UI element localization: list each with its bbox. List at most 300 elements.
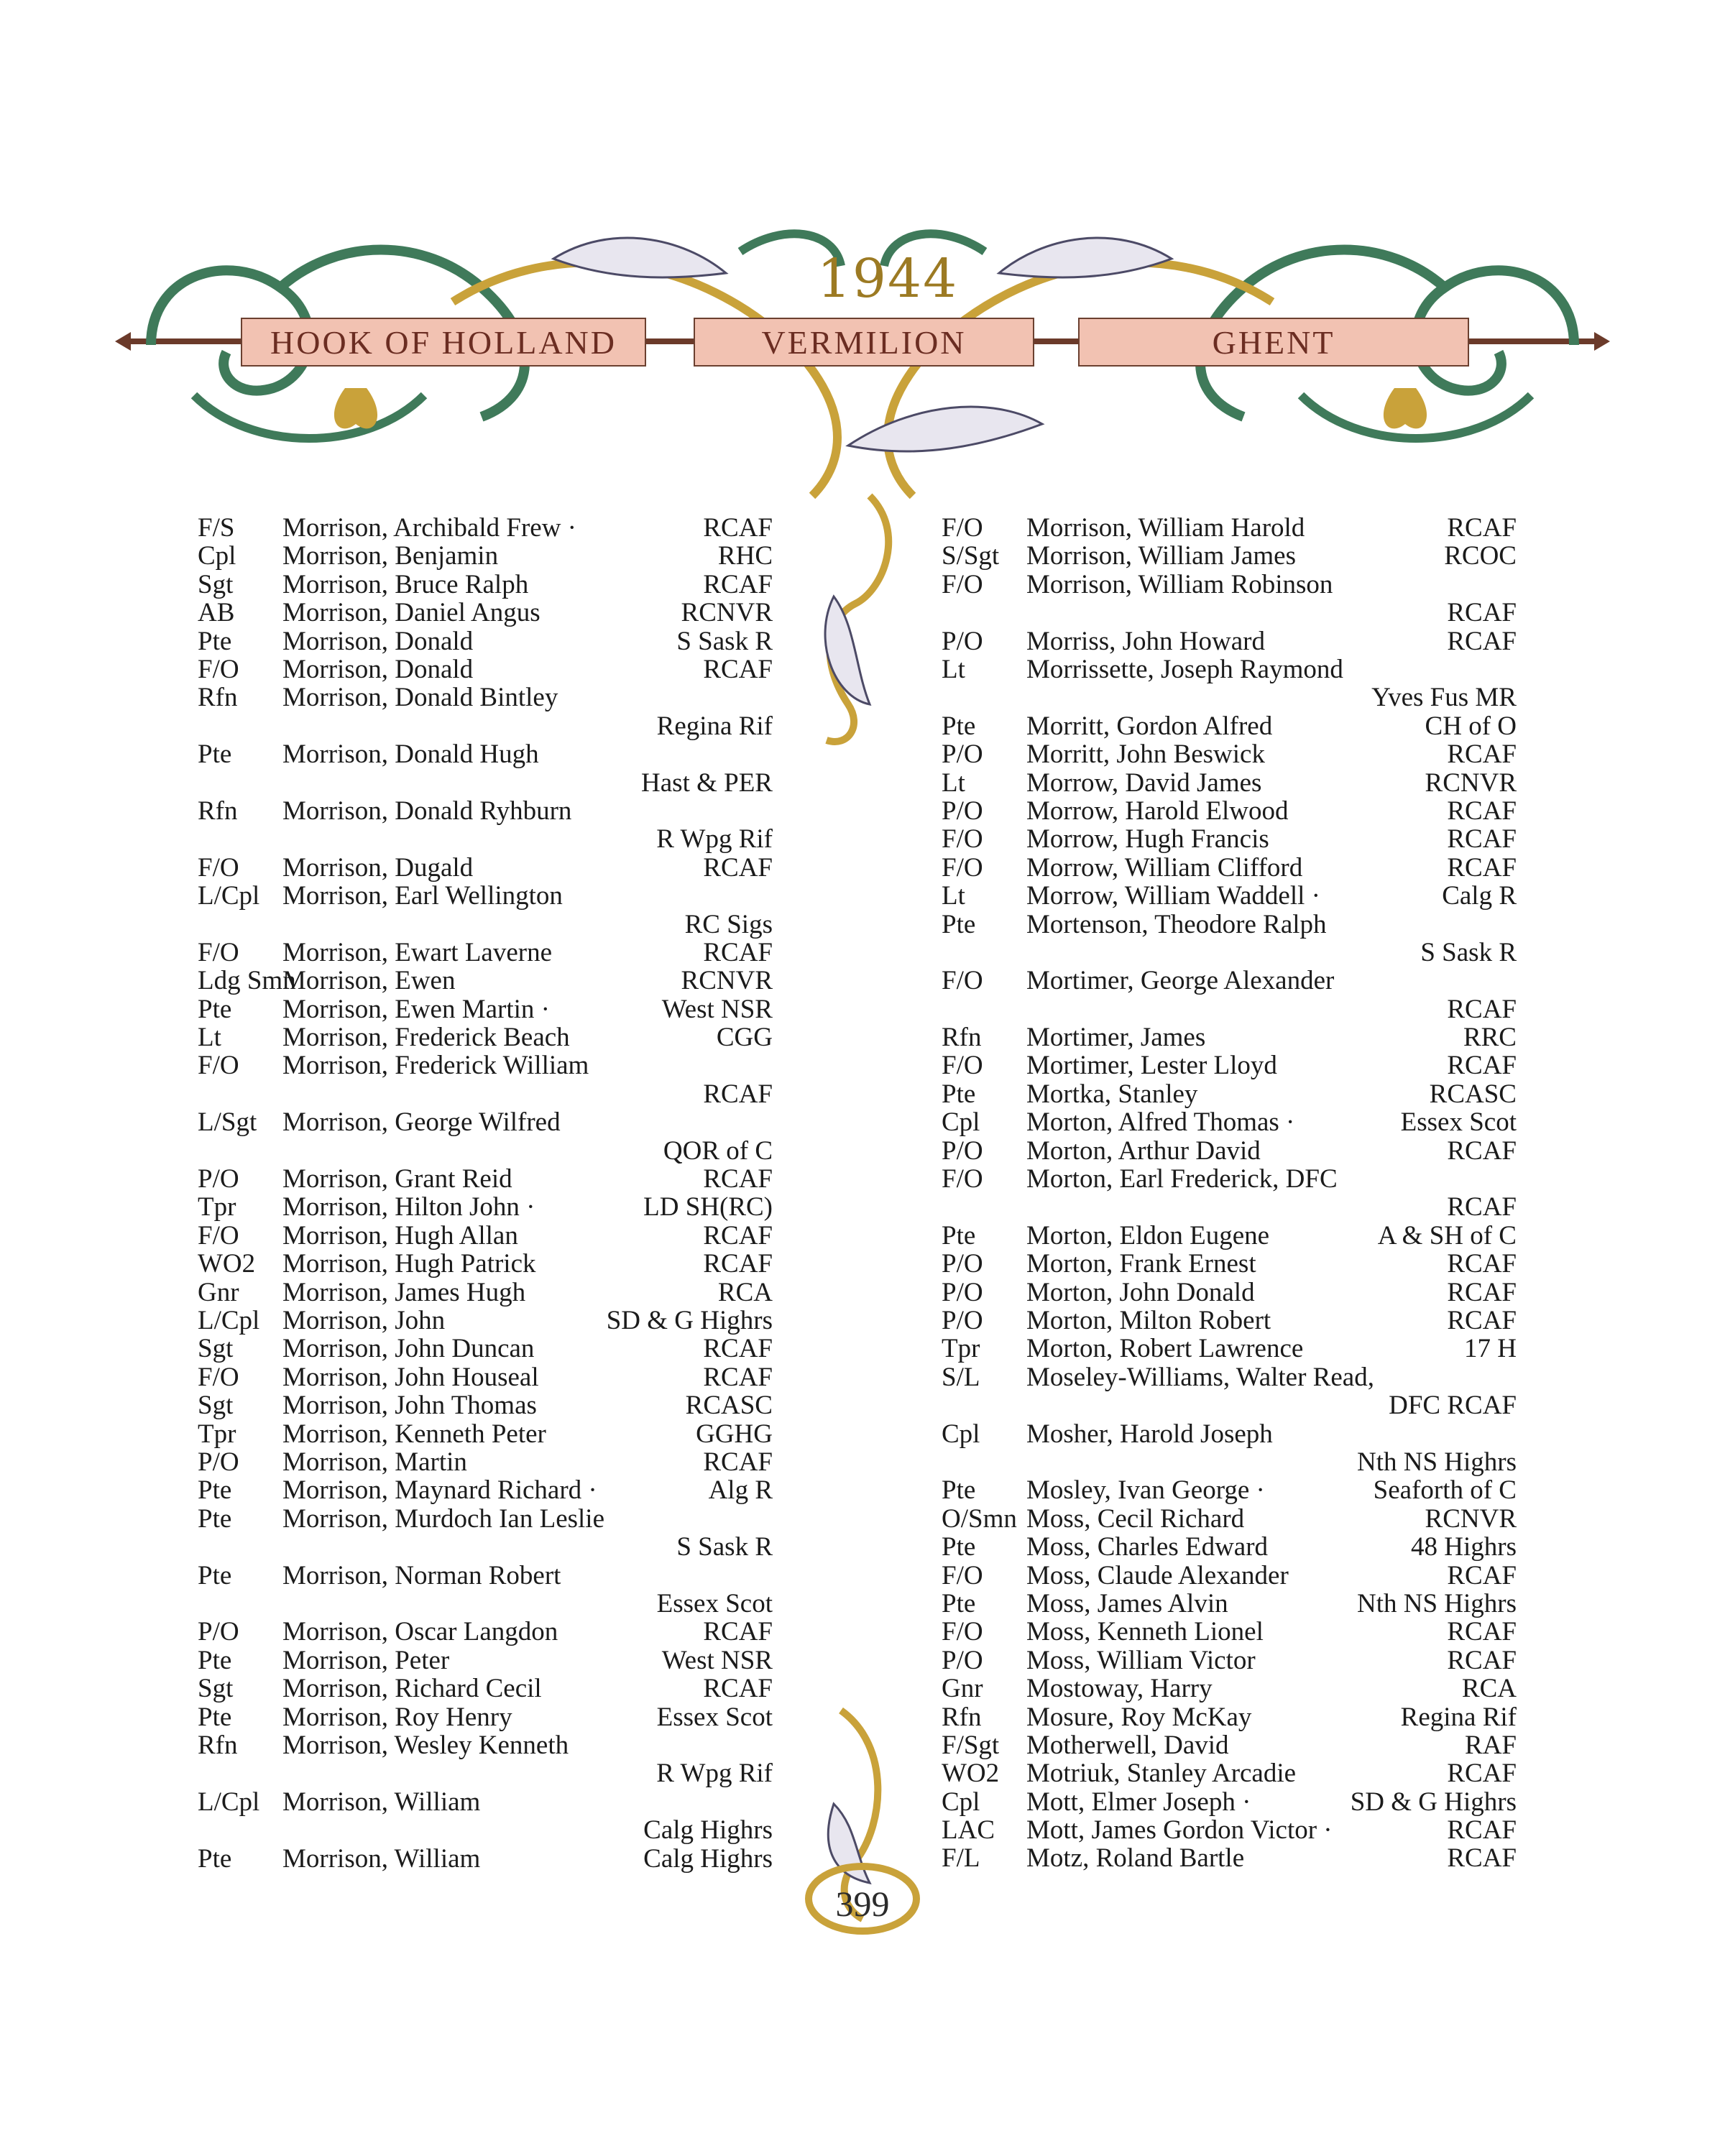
entry-rank: P/O [942, 1277, 983, 1307]
roll-entry [942, 1590, 1517, 1618]
entry-name: Morrison, John [282, 1306, 446, 1336]
entry-unit: RCAF [1447, 1617, 1517, 1647]
roll-entry [198, 542, 773, 570]
entry-name: Morrison, George Wilfred [282, 1107, 561, 1138]
entry-rank: Lt [942, 881, 965, 911]
entry-unit: Calg Highrs [643, 1815, 773, 1846]
entry-unit: RCAF [703, 937, 773, 967]
roll-entry [942, 911, 1517, 967]
entry-unit: RCAF [703, 852, 773, 883]
entry-name: Morrison, Ewen [282, 966, 456, 996]
entry-rank: S/Sgt [942, 541, 1000, 571]
entry-unit: RCA [717, 1277, 773, 1307]
entry-name: Morrison, Hilton John · [282, 1192, 535, 1222]
entry-rank: Rfn [942, 1702, 982, 1732]
entry-rank: Ldg Smn [198, 966, 296, 996]
entry-unit: SD & G Highrs [1350, 1787, 1517, 1817]
roll-entry [942, 1051, 1517, 1079]
entry-name: Morrison, Kenneth Peter [282, 1419, 546, 1449]
entry-name: Morrison, William Harold [1026, 513, 1305, 543]
entry-rank: P/O [942, 1306, 983, 1336]
roll-entry [198, 1420, 773, 1448]
entry-name: Motherwell, David [1026, 1730, 1229, 1760]
entry-unit: RCAF [1447, 626, 1517, 656]
entry-name: Morrow, David James [1026, 768, 1262, 798]
entry-rank: Pte [942, 1588, 976, 1618]
entry-name: Morton, Alfred Thomas · [1026, 1107, 1295, 1138]
entry-unit: RCAF [1447, 598, 1517, 628]
entry-name: Morrison, Benjamin [282, 541, 499, 571]
entry-rank: P/O [942, 740, 983, 770]
entry-rank: Pte [942, 711, 976, 741]
roll-entry [198, 1646, 773, 1674]
entry-name: Morrison, Oscar Langdon [282, 1617, 558, 1647]
entry-name: Morritt, Gordon Alfred [1026, 711, 1273, 741]
roll-entry [942, 542, 1517, 570]
entry-unit: DFC RCAF [1389, 1391, 1517, 1421]
entry-unit: 48 Highrs [1411, 1532, 1517, 1562]
entry-rank: Tpr [942, 1334, 980, 1364]
entry-unit: RRC [1463, 1023, 1517, 1053]
roll-entry [942, 854, 1517, 882]
entry-unit: RHC [717, 541, 773, 571]
entry-name: Moss, James Alvin [1026, 1588, 1228, 1618]
entry-name: Morrison, Roy Henry [282, 1702, 512, 1732]
page-number-flourish-icon [791, 1703, 934, 1976]
roll-entry [942, 1562, 1517, 1590]
entry-name: Morrison, William James [1026, 541, 1296, 571]
roll-entry [198, 995, 773, 1023]
roll-entry [942, 1674, 1517, 1703]
entry-unit: Regina Rif [1400, 1702, 1517, 1732]
roll-entry [198, 1476, 773, 1504]
entry-rank: L/Cpl [198, 1306, 260, 1336]
entry-unit: S Sask R [676, 1532, 773, 1562]
roll-entry [198, 1335, 773, 1363]
entry-name: Morrison, Donald Hugh [282, 740, 539, 770]
entry-name: Morrison, Dugald [282, 852, 474, 883]
entry-unit: RCAF [703, 1079, 773, 1109]
entry-unit: Calg Highrs [643, 1843, 773, 1874]
entry-name: Mortimer, Lester Lloyd [1026, 1051, 1277, 1081]
entry-rank: P/O [942, 796, 983, 826]
roll-entry [198, 1108, 773, 1165]
entry-rank: Cpl [942, 1787, 980, 1817]
entry-rank: LAC [942, 1815, 995, 1846]
entry-rank: L/Sgt [198, 1107, 257, 1138]
entry-name: Mosure, Roy McKay [1026, 1702, 1252, 1732]
entry-unit: Nth NS Highrs [1356, 1588, 1517, 1618]
entry-rank: WO2 [942, 1759, 1000, 1789]
roll-entry [942, 967, 1517, 1023]
entry-name: Morrison, Ewen Martin · [282, 994, 550, 1024]
entry-rank: Cpl [942, 1107, 980, 1138]
entry-rank: F/O [942, 569, 983, 599]
roll-entry [198, 1193, 773, 1221]
entry-unit: Alg R [708, 1475, 773, 1506]
entry-unit: RCAF [703, 1447, 773, 1477]
roll-entry [942, 712, 1517, 740]
entry-unit: Calg R [1442, 881, 1517, 911]
entry-name: Moss, Claude Alexander [1026, 1560, 1289, 1590]
entry-name: Morton, Milton Robert [1026, 1306, 1271, 1336]
entry-unit: RCAF [1447, 1560, 1517, 1590]
entry-rank: F/O [942, 852, 983, 883]
entry-rank: Tpr [198, 1192, 236, 1222]
entry-unit: S Sask R [1420, 937, 1517, 967]
entry-name: Morriss, John Howard [1026, 626, 1265, 656]
entry-rank: Lt [942, 768, 965, 798]
roll-entry [942, 825, 1517, 853]
entry-unit: RCAF [703, 1617, 773, 1647]
entry-unit: Essex Scot [656, 1702, 773, 1732]
entry-rank: AB [198, 598, 235, 628]
roll-entry [198, 1448, 773, 1476]
roll-entry [198, 655, 773, 683]
roll-entry [198, 1618, 773, 1646]
entry-unit: A & SH of C [1377, 1220, 1517, 1250]
central-flourish-icon [805, 489, 906, 762]
entry-rank: P/O [942, 1249, 983, 1279]
entry-name: Moss, Kenneth Lionel [1026, 1617, 1264, 1647]
entry-rank: Pte [942, 1532, 976, 1562]
roll-entry [942, 1335, 1517, 1363]
entry-unit: RCAF [703, 1674, 773, 1704]
entry-name: Morrison, Archibald Frew · [282, 513, 576, 543]
roll-entry [942, 514, 1517, 542]
entry-rank: P/O [198, 1447, 239, 1477]
entry-rank: P/O [942, 1645, 983, 1675]
entry-rank: F/O [198, 654, 239, 684]
entry-name: Morrison, Murdoch Ian Leslie [282, 1503, 605, 1534]
entry-name: Morrow, Harold Elwood [1026, 796, 1289, 826]
entry-unit: CGG [716, 1023, 773, 1053]
entry-unit: West NSR [661, 1645, 773, 1675]
entry-rank: P/O [198, 1617, 239, 1647]
entry-rank: WO2 [198, 1249, 256, 1279]
entry-unit: RCAF [1447, 1843, 1517, 1874]
entry-name: Morrison, Donald Ryhburn [282, 796, 572, 826]
entry-unit: Nth NS Highrs [1356, 1447, 1517, 1477]
entry-unit: RCAF [1447, 1135, 1517, 1166]
entry-rank: Sgt [198, 1674, 234, 1704]
roll-entry [198, 571, 773, 599]
roll-entry [198, 1222, 773, 1250]
roll-entry [942, 1363, 1517, 1420]
entry-name: Mosher, Harold Joseph [1026, 1419, 1273, 1449]
roll-entry [198, 939, 773, 967]
entry-rank: Pte [198, 1503, 232, 1534]
entry-name: Morrison, Hugh Allan [282, 1220, 518, 1250]
entry-unit: SD & G Highrs [606, 1306, 773, 1336]
entry-name: Morrison, Donald Bintley [282, 683, 558, 713]
entry-unit: S Sask R [676, 626, 773, 656]
entry-unit: RCNVR [1425, 768, 1517, 798]
entry-unit: RCAF [703, 654, 773, 684]
roll-entry [942, 1108, 1517, 1136]
roll-entry [942, 1137, 1517, 1165]
entry-name: Morrison, William [282, 1843, 481, 1874]
entry-rank: Pte [942, 909, 976, 939]
roll-entry [198, 1845, 773, 1873]
entry-name: Morton, Eldon Eugene [1026, 1220, 1270, 1250]
entry-name: Motz, Roland Bartle [1026, 1843, 1245, 1874]
entry-rank: P/O [942, 1135, 983, 1166]
entry-rank: P/O [198, 1164, 239, 1194]
entry-unit: Regina Rif [656, 711, 773, 741]
entry-rank: Lt [942, 654, 965, 684]
entry-rank: F/O [942, 1164, 983, 1194]
entry-rank: Pte [198, 1645, 232, 1675]
entry-unit: RCAF [703, 1334, 773, 1364]
entry-name: Mott, Elmer Joseph · [1026, 1787, 1251, 1817]
entry-name: Morton, Earl Frederick, DFC [1026, 1164, 1338, 1194]
entry-rank: Rfn [198, 796, 238, 826]
entry-unit: GGHG [696, 1419, 773, 1449]
entry-rank: S/L [942, 1362, 980, 1392]
entry-rank: Cpl [198, 541, 236, 571]
roll-entry [942, 571, 1517, 627]
banner-vermilion: VERMILION [694, 318, 1034, 367]
entry-rank: Sgt [198, 569, 234, 599]
entry-name: Morrison, Donald [282, 626, 474, 656]
entry-unit: RCNVR [681, 966, 773, 996]
entry-unit: RCAF [1447, 1249, 1517, 1279]
entry-name: Morrison, Donald [282, 654, 474, 684]
roll-entry [198, 683, 773, 740]
entry-unit: RCAF [1447, 513, 1517, 543]
entry-rank: Rfn [198, 1730, 238, 1760]
entry-name: Morritt, John Beswick [1026, 740, 1265, 770]
entry-unit: RCAF [1447, 852, 1517, 883]
entry-rank: Sgt [198, 1334, 234, 1364]
entry-rank: F/L [942, 1843, 980, 1874]
entry-unit: CH of O [1425, 711, 1517, 741]
roll-entry [942, 1307, 1517, 1335]
entry-rank: Pte [198, 740, 232, 770]
roll-entry [942, 1476, 1517, 1504]
roll-entry [942, 1816, 1517, 1844]
entry-unit: Hast & PER [641, 768, 773, 798]
entry-unit: RCAF [1447, 1306, 1517, 1336]
entry-name: Mostoway, Harry [1026, 1674, 1213, 1704]
entry-rank: F/O [942, 1617, 983, 1647]
entry-name: Mosley, Ivan George · [1026, 1475, 1265, 1506]
entry-name: Morton, Arthur David [1026, 1135, 1261, 1166]
entry-name: Morton, John Donald [1026, 1277, 1255, 1307]
entry-rank: Rfn [198, 683, 238, 713]
entry-name: Morton, Frank Ernest [1026, 1249, 1256, 1279]
roll-entry [198, 740, 773, 797]
entry-rank: Lt [198, 1023, 221, 1053]
roll-entry [198, 1703, 773, 1731]
entry-unit: West NSR [661, 994, 773, 1024]
entry-rank: Cpl [942, 1419, 980, 1449]
entry-unit: RCAF [703, 1249, 773, 1279]
year-label: 1944 [816, 248, 959, 310]
entry-name: Morrison, John Duncan [282, 1334, 535, 1364]
roll-entry [942, 1533, 1517, 1561]
roll-entry [198, 1674, 773, 1703]
entry-unit: RCAF [703, 1164, 773, 1194]
roll-entry [198, 1250, 773, 1278]
entry-name: Morton, Robert Lawrence [1026, 1334, 1304, 1364]
entry-unit: RCAF [1447, 1645, 1517, 1675]
entry-unit: Yves Fus MR [1371, 683, 1517, 713]
entry-name: Moseley-Williams, Walter Read, [1026, 1362, 1374, 1392]
roll-entry [942, 1250, 1517, 1278]
entry-unit: RCASC [685, 1391, 773, 1421]
entry-rank: F/O [942, 1560, 983, 1590]
entry-name: Mortimer, George Alexander [1026, 966, 1335, 996]
entry-unit: RCAF [1447, 1051, 1517, 1081]
entry-name: Morrison, John Houseal [282, 1362, 539, 1392]
entry-rank: L/Cpl [198, 881, 260, 911]
entry-name: Morrison, Bruce Ralph [282, 569, 529, 599]
entry-rank: Gnr [942, 1674, 983, 1704]
entry-unit: RCAF [1447, 1759, 1517, 1789]
entry-name: Morrison, Frederick Beach [282, 1023, 570, 1053]
roll-entry [198, 1023, 773, 1051]
roll-entry [942, 740, 1517, 768]
roll-entry [942, 797, 1517, 825]
roll-entry [198, 1731, 773, 1788]
entry-rank: Rfn [942, 1023, 982, 1053]
roll-entry [942, 1505, 1517, 1533]
entry-unit: QOR of C [663, 1135, 773, 1166]
entry-rank: F/O [198, 1220, 239, 1250]
entry-name: Morrison, John Thomas [282, 1391, 537, 1421]
roll-entry [198, 1505, 773, 1562]
entry-rank: F/S [198, 513, 235, 543]
entry-name: Morrison, Peter [282, 1645, 450, 1675]
entry-unit: RCNVR [1425, 1503, 1517, 1534]
entry-rank: Pte [942, 1220, 976, 1250]
banner-ghent: GHENT [1078, 318, 1469, 367]
entry-name: Morrow, William Clifford [1026, 852, 1303, 883]
roll-entry [942, 1080, 1517, 1108]
roll-entry [198, 1788, 773, 1845]
entry-rank: Pte [198, 626, 232, 656]
entry-name: Mott, James Gordon Victor · [1026, 1815, 1333, 1846]
right-column [942, 514, 1517, 1873]
entry-unit: RCNVR [681, 598, 773, 628]
entry-rank: Gnr [198, 1277, 239, 1307]
entry-name: Mortenson, Theodore Ralph [1026, 909, 1327, 939]
roll-entry [942, 1420, 1517, 1477]
roll-entry [198, 1051, 773, 1108]
roll-entry [198, 1279, 773, 1307]
roll-entry [942, 1279, 1517, 1307]
entry-name: Morrison, Grant Reid [282, 1164, 512, 1194]
entry-unit: RCAF [1447, 1277, 1517, 1307]
entry-rank: Pte [198, 1560, 232, 1590]
roll-entry [198, 1165, 773, 1193]
left-column [198, 514, 773, 1873]
entry-name: Morrison, James Hugh [282, 1277, 526, 1307]
entry-name: Morrison, Martin [282, 1447, 467, 1477]
entry-unit: RCAF [703, 1220, 773, 1250]
entry-rank: P/O [942, 626, 983, 656]
entry-rank: F/O [198, 1051, 239, 1081]
roll-entry [198, 967, 773, 995]
entry-unit: RCAF [1447, 1815, 1517, 1846]
roll-entry [198, 599, 773, 627]
entry-rank: F/O [942, 513, 983, 543]
entry-rank: Sgt [198, 1391, 234, 1421]
roll-entry [942, 1222, 1517, 1250]
entry-rank: O/Smn [942, 1503, 1017, 1534]
entry-name: Morrison, Daniel Angus [282, 598, 540, 628]
entry-name: Morrison, William Robinson [1026, 569, 1333, 599]
entry-rank: Pte [198, 1843, 232, 1874]
entry-rank: F/O [198, 937, 239, 967]
entry-unit: R Wpg Rif [656, 1759, 773, 1789]
entry-unit: RCAF [1447, 824, 1517, 854]
entry-name: Moss, William Victor [1026, 1645, 1256, 1675]
entry-unit: R Wpg Rif [656, 824, 773, 854]
entry-rank: Tpr [198, 1419, 236, 1449]
roll-entry [198, 797, 773, 854]
roll-entry [198, 1307, 773, 1335]
entry-rank: Pte [198, 1475, 232, 1506]
entry-rank: F/Sgt [942, 1730, 1000, 1760]
roll-entry [942, 1731, 1517, 1759]
entry-name: Mortimer, James [1026, 1023, 1206, 1053]
entry-name: Morrissette, Joseph Raymond [1026, 654, 1343, 684]
roll-entry [942, 655, 1517, 712]
roll-entry [942, 882, 1517, 910]
entry-name: Morrison, Norman Robert [282, 1560, 561, 1590]
entry-rank: F/O [942, 966, 983, 996]
roll-entry [942, 1759, 1517, 1787]
entry-rank: F/O [942, 824, 983, 854]
entry-unit: RCAF [1447, 1192, 1517, 1222]
entry-rank: F/O [198, 1362, 239, 1392]
entry-name: Mortka, Stanley [1026, 1079, 1198, 1109]
entry-unit: RCAF [703, 1362, 773, 1392]
entry-name: Morrison, Earl Wellington [282, 881, 563, 911]
entry-unit: 17 H [1464, 1334, 1517, 1364]
entry-name: Morrison, Hugh Patrick [282, 1249, 536, 1279]
entry-name: Morrison, Frederick William [282, 1051, 589, 1081]
entry-name: Morrison, Maynard Richard · [282, 1475, 597, 1506]
roll-entry [198, 1391, 773, 1419]
roll-entry [198, 1363, 773, 1391]
roll-entry [942, 1618, 1517, 1646]
entry-unit: Essex Scot [656, 1588, 773, 1618]
entry-name: Morrow, Hugh Francis [1026, 824, 1269, 854]
roll-entry [198, 882, 773, 939]
entry-rank: Pte [198, 1702, 232, 1732]
entry-rank: L/Cpl [198, 1787, 260, 1817]
entry-name: Motriuk, Stanley Arcadie [1026, 1759, 1297, 1789]
entry-rank: Pte [198, 994, 232, 1024]
banner-hook-of-holland: HOOK OF HOLLAND [241, 318, 646, 367]
roll-entry [198, 854, 773, 882]
roll-entry [942, 1703, 1517, 1731]
entry-unit: RCOC [1444, 541, 1517, 571]
entry-name: Moss, Charles Edward [1026, 1532, 1269, 1562]
entry-unit: RCAF [1447, 796, 1517, 826]
roll-entry [198, 514, 773, 542]
entry-unit: RCAF [703, 513, 773, 543]
entry-unit: RCA [1461, 1674, 1517, 1704]
entry-unit: LD SH(RC) [643, 1192, 773, 1222]
roll-entry [942, 1023, 1517, 1051]
entry-rank: F/O [198, 852, 239, 883]
entry-unit: RAF [1465, 1730, 1517, 1760]
